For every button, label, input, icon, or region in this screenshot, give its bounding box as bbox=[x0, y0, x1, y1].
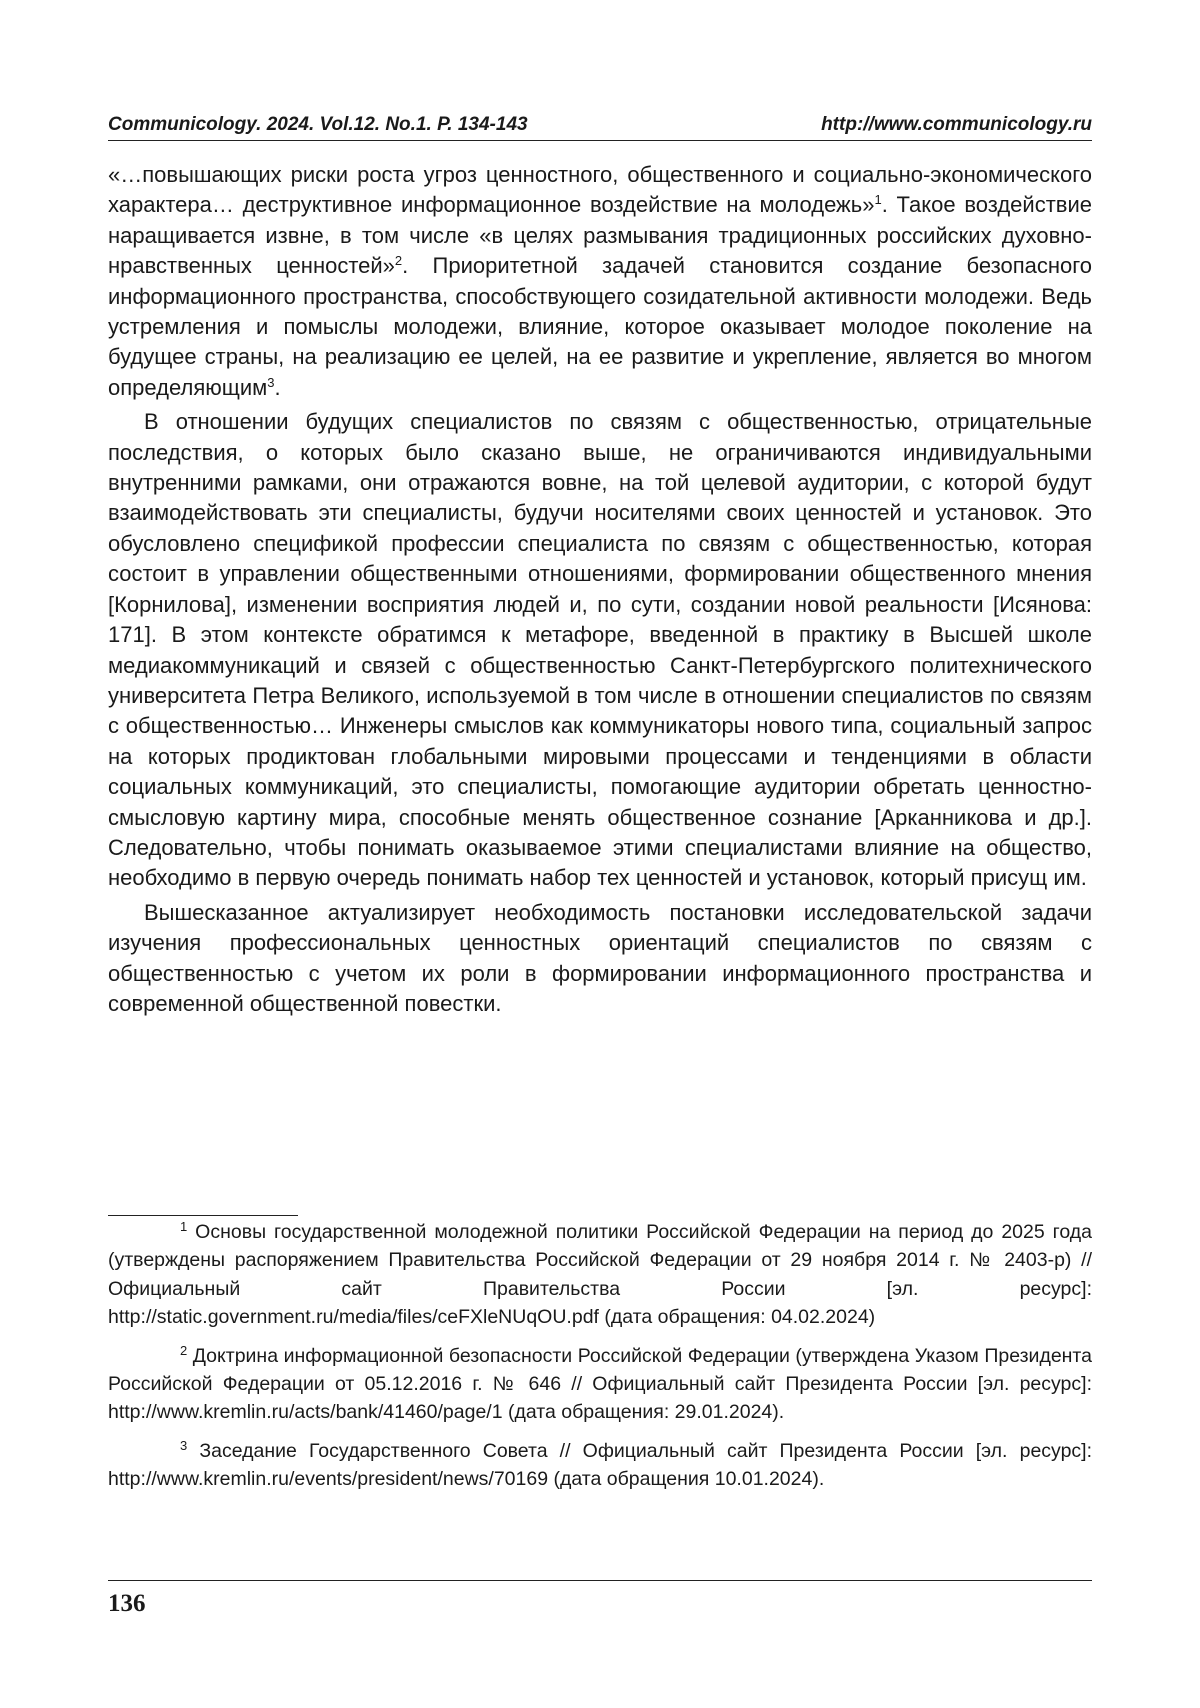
footnote-3 bbox=[108, 1437, 1092, 1494]
paragraph-1-part-c: . Приоритетной задачей становится создание безопасного информационного пространства, способствующего созидательной активности молодежи. Ведь устремления и помыслы молодежи, влияние, которое оказывает молодое поколение на будущее страны, на реализацию ее целей, на ее развитие и укрепление, является во многом определяющим bbox=[108, 253, 1092, 400]
footnote-3-number: 3 bbox=[180, 1437, 188, 1453]
main-text bbox=[108, 160, 1092, 1023]
paragraph-3: Вышесказанное актуализирует необходимость постановки исследовательской задачи изучения профессиональных ценностных ориентаций специалистов по связям с общественностью с учетом их роли в формировании информационного пространства и современной общественной повестки. bbox=[108, 899, 1092, 1016]
paragraph-2: В отношении будущих специалистов по связям с общественностью, отрицательные последствия, о которых было сказано выше, не ограничиваются индивидуальными внутренними рамками, они отражаются вовне, на той целевой аудитории, с которой будут взаимодействовать эти специалисты, будучи носителями своих ценностей и установок. Это обусловлено спецификой профессии специалиста по связям с общественностью, которая состоит в управлении общественными отношениями, формировании общественного мнения [Корнилова], изменении восприятия людей и, по сути, создании новой реальности [Исянова: 171]. В этом контексте обратимся к метафоре, введенной в практику в Высшей школе медиакоммуникаций и связей с общественностью Санкт-Петербургского политехнического университета Петра Великого, используемой в том числе в отношении специалистов по связям с общественностью… Инженеры смыслов как коммуникаторы нового типа, социальный запрос на которых продиктован глобальными мировыми процессами и тенденциями в области социальных коммуникаций, это специалисты, помогающие аудитории обретать ценностно-смысловую картину мира, способные менять общественное сознание [Арканникова и др.]. Следовательно, чтобы понимать оказываемое этими специалистами влияние на общество, необходимо в первую очередь понимать набор тех ценностей и установок, который присущ им. bbox=[108, 409, 1092, 891]
footnote-ref-1[interactable]: 1 bbox=[874, 192, 882, 208]
paragraph-1-part-b: . Такое воздействие наращивается извне, в том числе «в целях размывания традиционных российских духовно-нравственных ценностей» bbox=[108, 192, 1092, 279]
paragraph-1-part-d: . bbox=[274, 374, 281, 400]
running-header bbox=[108, 104, 1092, 141]
footnotes bbox=[108, 1218, 1092, 1504]
footer-divider bbox=[108, 1580, 1092, 1581]
footnote-2-text: Доктрина информационной безопасности Российской Федерации (утверждена Указом Президента Российской Федерации от 05.12.2016 г. № 646 // Официальный сайт Президента России [эл. ресурс]: http://www.kremlin.ru/acts/bank/41460/page/1 (дата обращения: 29.01.2024). bbox=[108, 1344, 1092, 1424]
paragraph-1-part-a: «…повышающих риски роста угроз ценностного, общественного и социально-экономического характера… деструктивное информационное воздействие на молодежь» bbox=[108, 162, 1092, 218]
footnote-2-number: 2 bbox=[180, 1342, 188, 1358]
page-number: 136 bbox=[108, 1590, 146, 1617]
footnote-divider bbox=[108, 1215, 298, 1216]
footnote-3-text: Заседание Государственного Совета // Официальный сайт Президента России [эл. ресурс]: http://www.kremlin.ru/events/president/news/70169 (дата обращения 10.01.2024). bbox=[108, 1439, 1092, 1491]
journal-citation: Communicology. 2024. Vol.12. No.1. P. 134-143 bbox=[108, 114, 528, 135]
footnote-1-text: Основы государственной молодежной политики Российской Федерации на период до 2025 года (утверждены распоряжением Правительства Российской Федерации от 29 ноября 2014 г. № 2403-р) // Официальный сайт Правительства России [эл. ресурс]: http://static.government.ru/media/files/ceFXleNUqOU.pdf (дата обращения: 04.02.2024) bbox=[108, 1221, 1092, 1329]
footnote-1-number: 1 bbox=[180, 1219, 188, 1234]
footnote-ref-3[interactable]: 3 bbox=[267, 374, 275, 390]
footnote-2 bbox=[108, 1342, 1092, 1427]
journal-url[interactable]: http://www.communicology.ru bbox=[821, 114, 1092, 135]
footnote-1 bbox=[108, 1218, 1092, 1332]
paragraph-1 bbox=[108, 160, 1092, 403]
footnote-ref-2[interactable]: 2 bbox=[394, 253, 403, 269]
